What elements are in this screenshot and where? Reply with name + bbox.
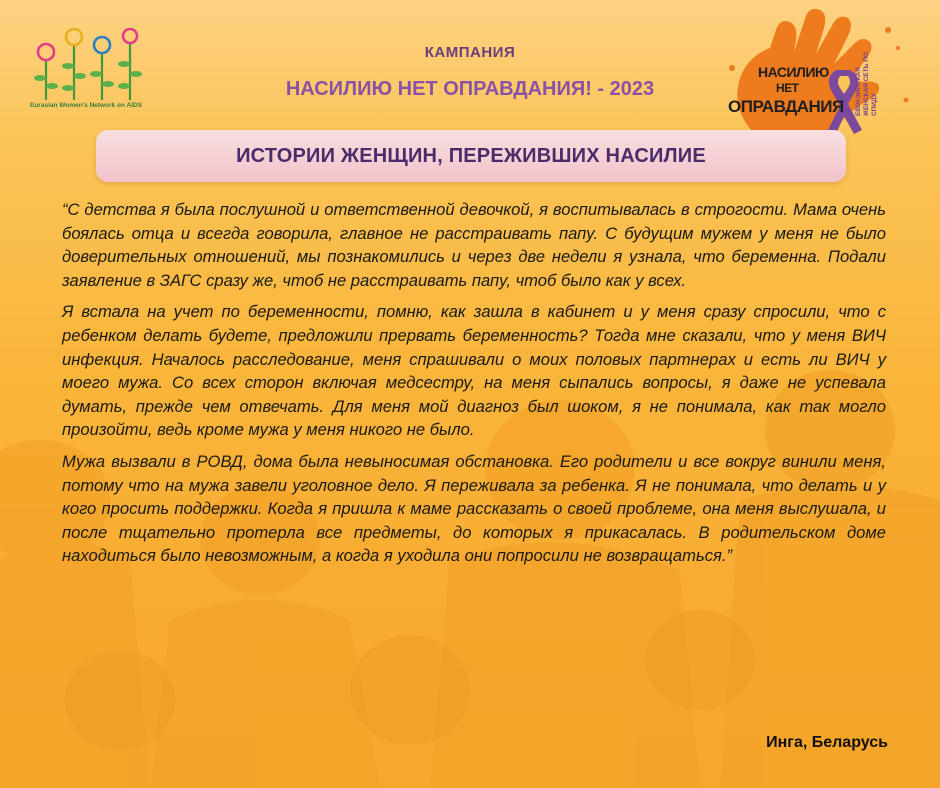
logo-caption: Eurasian Women's Network on AIDS bbox=[30, 102, 143, 109]
campaign-logo bbox=[718, 8, 928, 148]
campaign-logo-line2: НЕТ bbox=[776, 81, 799, 95]
story-paragraph: Я встала на учет по беременности, помню, как зашла в кабинет и у меня сразу спросили, что с ребенком делать будете, предложили прервать беременность? Тогда мне сказали, что у меня ВИЧ инфекция. Началось расследование, меня спрашивали о моих половых партнерах и есть ли ВИЧ у моего мужа. Со всех сторон включая медсестру, на меня сыпались вопросы, я даже не успевала думать, прежде чем отвечать. Для меня мой диагноз был шоком, я не понимала, как так могло произойти, ведь кроме мужа у меня никого не было. bbox=[62, 302, 886, 440]
story-signature: Инга, Беларусь bbox=[766, 734, 888, 751]
campaign-logo-side-text: ЕВРАЗИЙСКАЯ ЖЕНСКАЯ СЕТЬ ПО СПИДУ bbox=[855, 52, 878, 116]
story-paragraph: “С детства я была послушной и ответственной девочкой, я воспитывалась в строгости. Мама очень боялась отца и всегда говорила, главное не расстраивать папу. С будущим мужем у меня не было доверительных отношений, мы познакомились и через две недели я узнала, что беременна. Подали заявление в ЗАГС сразу же, чтоб не расстраивать папу, чтоб было как у всех. bbox=[62, 200, 886, 290]
campaign-title: НАСИЛИЮ НЕТ ОПРАВДАНИЯ! - 2023 bbox=[285, 78, 655, 100]
campaign-logo-line3: ОПРАВДАНИЯ bbox=[728, 97, 844, 116]
ewna-logo bbox=[28, 28, 154, 114]
campaign-kicker: КАМПАНИЯ bbox=[424, 44, 516, 61]
story-paragraph: Мужа вызвали в РОВД, дома была невыносимая обстановка. Его родители и все вокруг винили меня, потому что на мужа завели уголовное дело. Я переживала за ребенка. Я не понимала, что делать и у кого просить поддержки. Когда я пришла к маме рассказать о своей проблеме, она меня выслушала, и после тщательно протерла все предметы, до которых я прикасалась. В родительском доме находиться было невозможным, а когда я уходила они попросили не возвращаться.” bbox=[62, 451, 886, 566]
story-body bbox=[62, 198, 886, 576]
section-title: ИСТОРИИ ЖЕНЩИН, ПЕРЕЖИВШИХ НАСИЛИЕ bbox=[236, 144, 706, 167]
campaign-logo-line1: НАСИЛИЮ bbox=[758, 64, 829, 80]
section-banner bbox=[96, 130, 846, 182]
